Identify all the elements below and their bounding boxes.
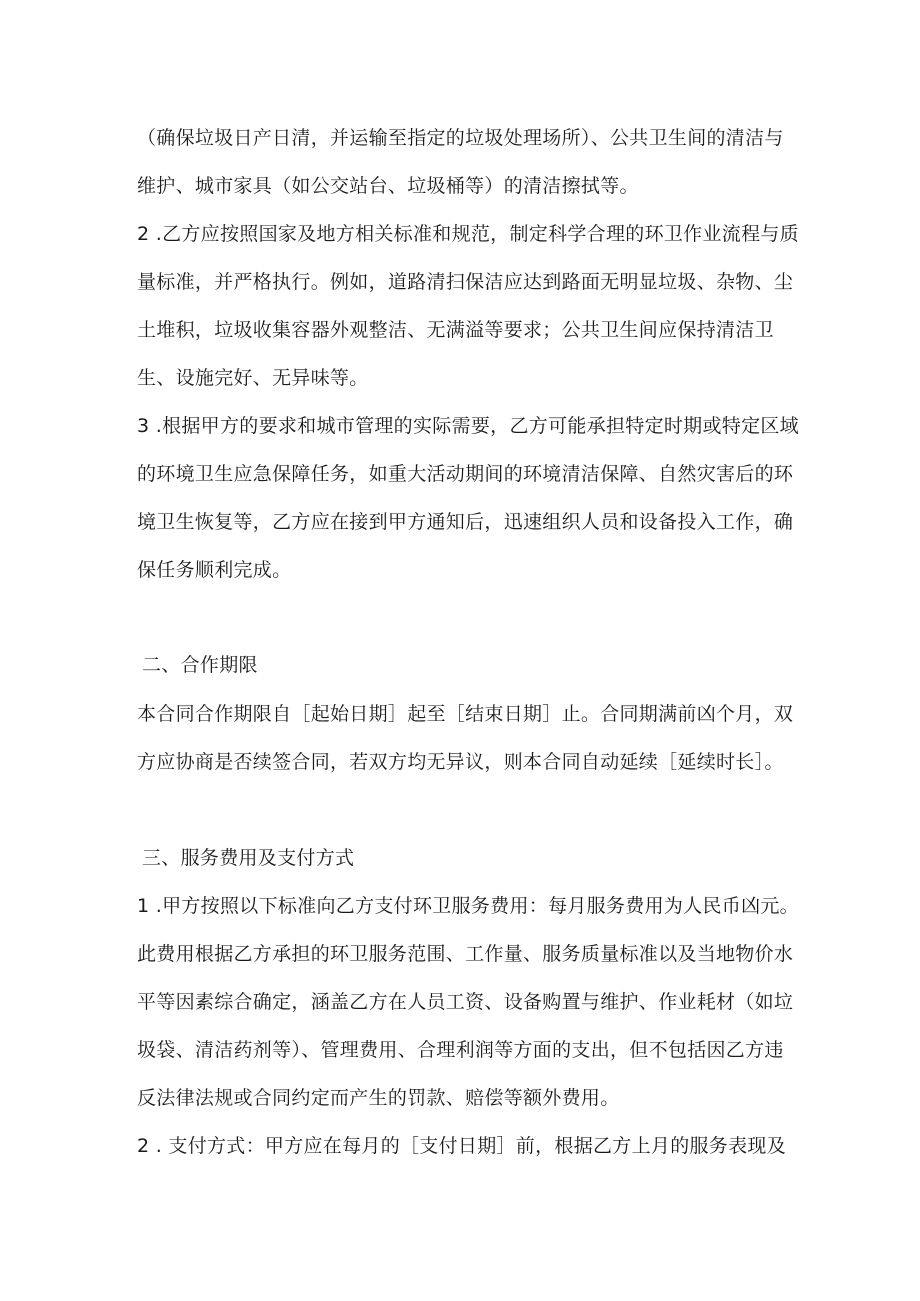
text-line: 维护、城市家具（如公交站台、垃圾桶等）的清洁擦拭等。 [137, 175, 639, 197]
paragraph-fee-1-start: 1 .甲方按照以下标准向乙方支付环卫服务费用：每月服务费用为人民币凶元。 [137, 895, 799, 917]
text-line: 土堆积，垃圾收集容器外观整洁、无满溢等要求；公共卫生间应保持清洁卫 [137, 319, 774, 341]
text-line: 生、设施完好、无异味等。 [137, 367, 369, 389]
text-line: 的环境卫生应急保障任务，如重大活动期间的环境清洁保障、自然灾害后的环 [137, 463, 794, 485]
text-line: 圾袋、清洁药剂等）、管理费用、合理利润等方面的支出，但不包括因乙方违 [137, 1039, 784, 1061]
paragraph-3-start: 3 .根据甲方的要求和城市管理的实际需要，乙方可能承担特定时期或特定区域 [137, 415, 799, 437]
text-line: 平等因素综合确定，涵盖乙方在人员工资、设备购置与维护、作业耗材（如垃 [137, 991, 794, 1013]
text-line: （确保垃圾日产日清，并运输至指定的垃圾处理场所）、公共卫生间的清洁与 [137, 127, 784, 149]
text-line: 本合同合作期限自［起始日期］起至［结束日期］止。合同期满前凶个月，双 [137, 703, 794, 725]
text-line: 此费用根据乙方承担的环卫服务范围、工作量、服务质量标准以及当地物价水 [137, 943, 794, 965]
section-heading-cooperation-period: 二、合作期限 [142, 654, 258, 676]
paragraph-2-start: 2 .乙方应按照国家及地方相关标准和规范，制定科学合理的环卫作业流程与质 [137, 223, 799, 245]
text-line: 方应协商是否续签合同，若双方均无异议，则本合同自动延续［延续时长］。 [137, 751, 784, 773]
text-line: 反法律法规或合同约定而产生的罚款、赔偿等额外费用。 [137, 1087, 620, 1109]
paragraph-fee-2-start: 2 . 支付方式：甲方应在每月的［支付日期］前，根据乙方上月的服务表现及 [137, 1135, 787, 1157]
section-heading-service-fees: 三、服务费用及支付方式 [142, 847, 355, 869]
text-line: 保任务顺利完成。 [137, 559, 292, 581]
text-line: 量标准，并严格执行。例如，道路清扫保洁应达到路面无明显垃圾、杂物、尘 [137, 271, 794, 293]
text-line: 境卫生恢复等，乙方应在接到甲方通知后，迅速组织人员和设备投入工作，确 [137, 511, 794, 533]
